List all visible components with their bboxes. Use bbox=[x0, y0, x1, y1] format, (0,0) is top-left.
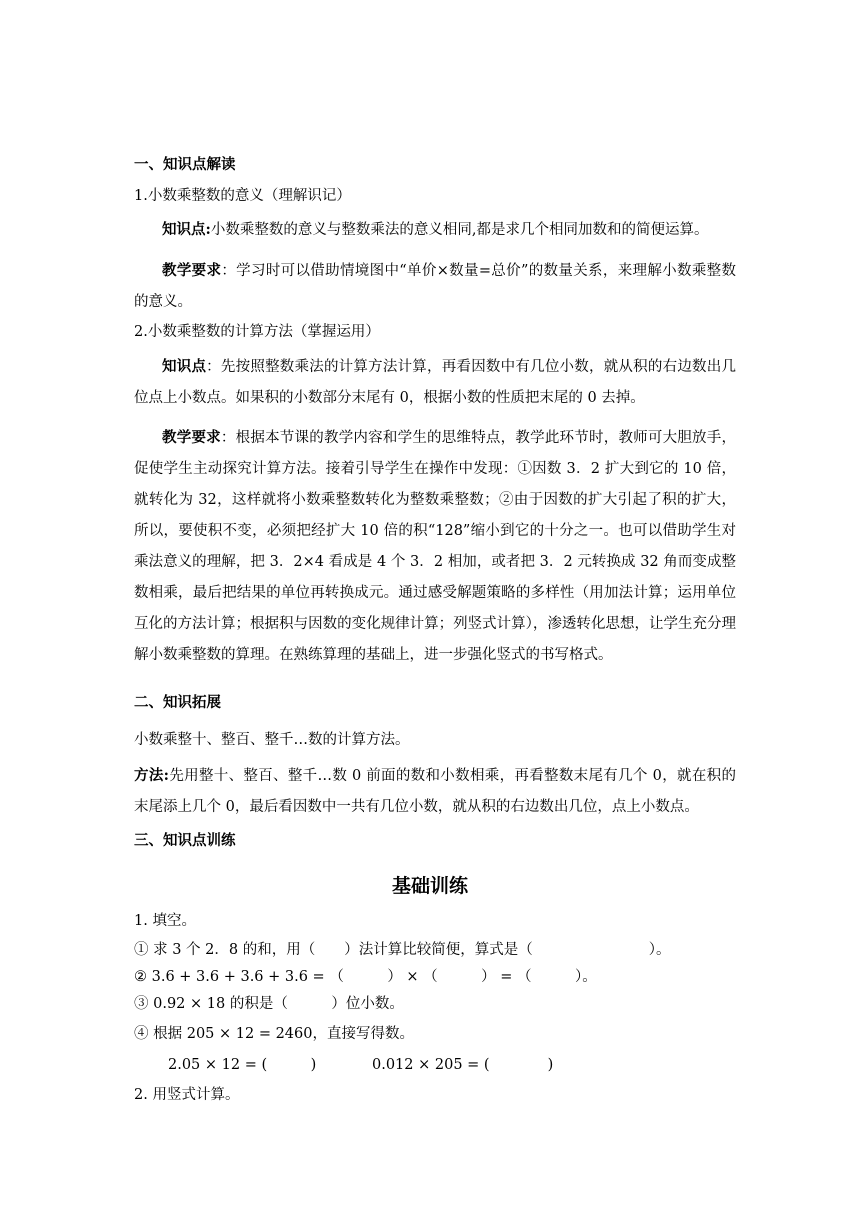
item-1-knowledge-point bbox=[134, 214, 736, 246]
question-2: 2. 用竖式计算。 bbox=[134, 1087, 240, 1103]
method-text: 先用整十、整百、整千…数 0 前面的数和小数相乘，再看整数末尾有几个 0，就在积的末尾添上几个 0，最后看因数中一共有几位小数，就从积的右边数出几位，点上小数点。 bbox=[134, 768, 736, 815]
item-2-title: 2.小数乘整数的计算方法（掌握运用） bbox=[134, 324, 380, 340]
question-1-c: ③ 0.92 × 18 的积是（ ）位小数。 bbox=[134, 996, 404, 1012]
question-1-a: ① 求 3 个 2．8 的和，用（ ）法计算比较简便，算式是（ ）。 bbox=[134, 942, 671, 958]
teaching-requirement-label: 教学要求 bbox=[162, 429, 221, 446]
knowledge-point-label: 知识点 bbox=[162, 358, 207, 375]
exercise-2: 0.012 × 205 = ( ) bbox=[372, 1057, 554, 1073]
question-1-b: ② 3.6 + 3.6 + 3.6 + 3.6 = （ ） × （ ） = （ ）。 bbox=[134, 969, 597, 985]
section-heading-3: 三、知识点训练 bbox=[134, 832, 236, 849]
item-1-teaching-requirement bbox=[134, 255, 736, 318]
extension-line: 小数乘整十、整百、整千…数的计算方法。 bbox=[134, 732, 410, 748]
section-heading-1: 一、知识点解读 bbox=[134, 156, 236, 173]
extension-method bbox=[134, 760, 736, 823]
teaching-requirement-text: ：学习时可以借助情境图中“单价×数量=总价”的数量关系，来理解小数乘整数的意义。 bbox=[134, 263, 737, 310]
knowledge-point-label: 知识点: bbox=[162, 221, 211, 238]
exercise-1: 2.05 × 12 = ( ) bbox=[168, 1057, 317, 1073]
knowledge-point-text: 小数乘整数的意义与整数乘法的意义相同,都是求几个相同加数和的简便运算。 bbox=[210, 222, 709, 238]
teaching-requirement-text: ：根据本节课的教学内容和学生的思维特点，教学此环节时，教师可大胆放手，促使学生主动探究计算方法。接着引导学生在操作中发现：①因数 3．2 扩大到它的 10 倍，就转化为 32，这样就将小数乘整数转化为整数乘整数；②由于因数的扩大引起了积的扩大，所以，要使积不变，必须把经扩大 10 倍的积“128”缩小到它的十分之一。也可以借助学生对乘法意义的理解，把 3．2×4 看成是 4 个 3．2 相加，或者把 3．2 元转换成 32 角而变成整数相乘，最后把结果的单位再转换成元。通过感受解题策略的多样性（用加法计算；运用单位互化的方法计算；根据积与因数的变化规律计算；列竖式计算），渗透转化思想，让学生充分理解小数乘整数的算理。在熟练算理的基础上，进一步强化竖式的书写格式。 bbox=[134, 430, 737, 663]
question-1: 1. 填空。 bbox=[134, 913, 196, 929]
item-1-title: 1.小数乘整数的意义（理解识记） bbox=[134, 188, 351, 204]
training-title: 基础训练 bbox=[391, 875, 468, 897]
item-2-knowledge-point bbox=[134, 351, 736, 414]
method-label: 方法: bbox=[134, 767, 169, 784]
teaching-requirement-label: 教学要求 bbox=[162, 262, 222, 279]
item-2-teaching-requirement bbox=[134, 422, 736, 671]
question-1-d: ④ 根据 205 × 12 = 2460，直接写得数。 bbox=[134, 1026, 414, 1042]
knowledge-point-text: ：先按照整数乘法的计算方法计算，再看因数中有几位小数，就从积的右边数出几位点上小数点。如果积的小数部分末尾有 0，根据小数的性质把末尾的 0 去掉。 bbox=[134, 359, 736, 406]
section-heading-2: 二、知识拓展 bbox=[134, 694, 221, 711]
